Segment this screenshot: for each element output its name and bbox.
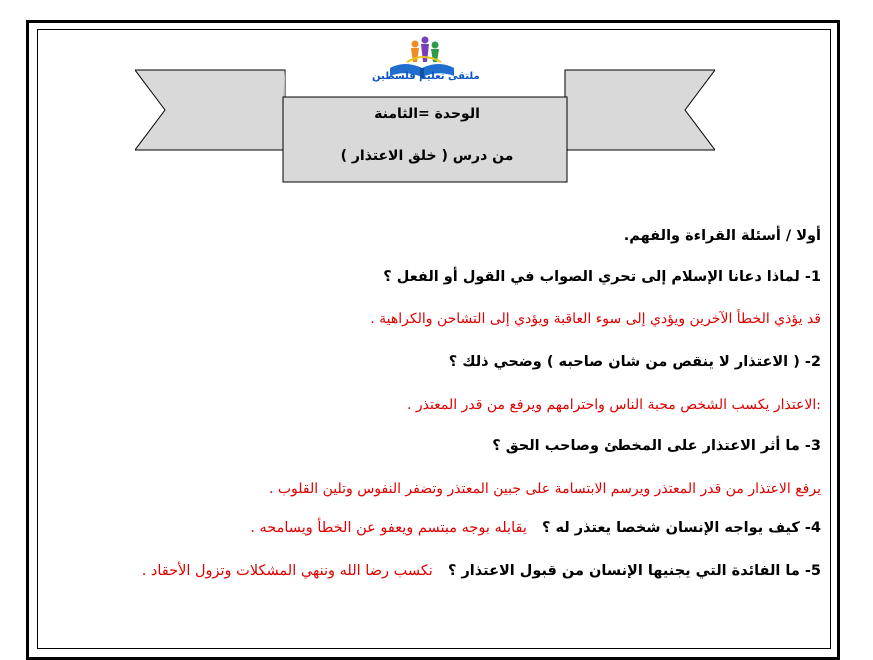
section-heading: أولا / أسئلة القراءة والفهم. (623, 228, 821, 244)
answer-4: يقابله بوجه مبتسم ويعفو عن الخطأ ويسامحه . (250, 520, 527, 536)
unit-title: الوحدة =الثامنة (374, 106, 480, 122)
answer-5: نكسب رضا الله وننهي المشكلات وتزول الأحقاد . (141, 563, 433, 579)
question-4: 4- كيف يواجه الإنسان شخصا يعتذر له ؟ (542, 520, 821, 536)
lesson-title: من درس ( خلق الاعتذار ) (340, 148, 514, 164)
logo-caption: ملتقى تعليم فلسطين (372, 71, 480, 82)
question-4-line (250, 520, 821, 536)
question-5: 5- ما الفائدة التي يجنيها الإنسان من قبول الاعتذار ؟ (448, 563, 821, 579)
answer-2: :الاعتذار يكسب الشخص محبة الناس واحترامهم ويرفع من قدر المعتذر . (406, 397, 821, 413)
answer-3: يرفع الاعتذار من قدر المعتذر ويرسم الابتسامة على جبين المعتذر وتضفر النفوس وتلين القلوب . (268, 481, 821, 497)
question-2: 2- ( الاعتذار لا ينقص من شان صاحبه ) وضحي ذلك ؟ (448, 354, 821, 370)
answer-1: قد يؤذي الخطأ الآخرين ويؤدي إلى سوء العاقبة ويؤدي إلى التشاحن والكراهية . (370, 311, 821, 327)
question-1: 1- لماذا دعانا الإسلام إلى تحري الصواب في القول أو الفعل ؟ (383, 269, 821, 285)
question-5-line (142, 563, 821, 579)
question-3: 3- ما أثر الاعتذار على المخطئ وصاحب الحق ؟ (492, 438, 821, 454)
